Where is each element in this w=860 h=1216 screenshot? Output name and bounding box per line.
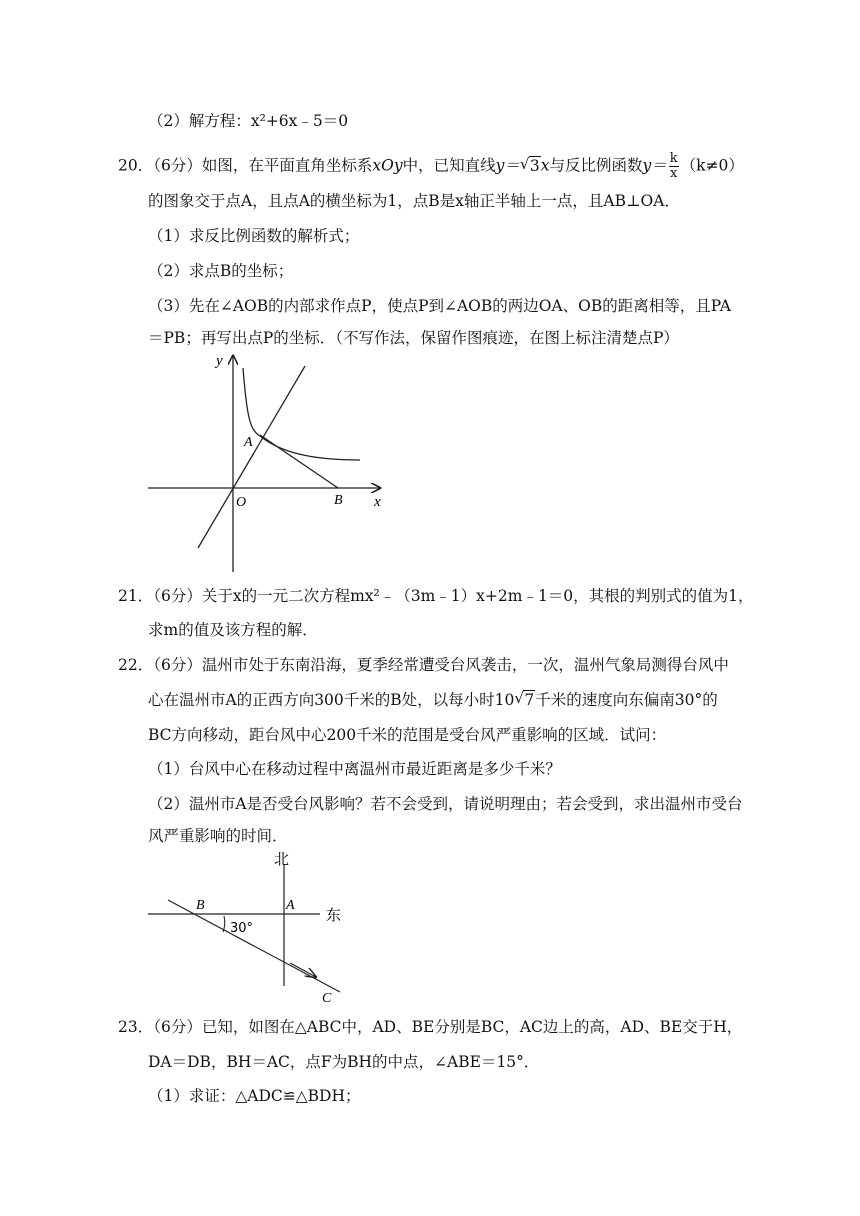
point-b-label: B	[334, 493, 343, 508]
north-label: 北	[274, 850, 290, 868]
q20-line-var: x	[540, 156, 550, 175]
q21-line1: 21．（6分）关于x的一元二次方程mx²﹣（3m﹣1）x+2m﹣1＝0，其根的判别式的值为1，	[118, 587, 754, 605]
q22-sub2-line1: （2）温州市A是否受台风影响？若不会受到，请说明理由；若会受到，求出温州市受台	[148, 795, 743, 813]
y-axis-label: y	[216, 353, 223, 369]
point-a-label: A	[244, 435, 253, 450]
q22-sub1: （1）台风中心在移动过程中离温州市最近距离是多少千米？	[148, 760, 561, 778]
q20-text: 与反比例函数	[549, 156, 643, 175]
segment-ab	[260, 435, 338, 488]
q20-sub3-line2: ＝PB；再写出点P的坐标．（不写作法，保留作图痕迹，在图上标注清楚点P）	[148, 329, 679, 347]
sqrt-symbol: √ 7	[514, 689, 535, 709]
q20-coordinate-figure	[140, 348, 400, 576]
hyperbola-curve	[243, 368, 360, 460]
q20-text: 如图，在平面直角坐标系	[201, 156, 373, 175]
q22-line1: 22．（6分）温州市处于东南沿海，夏季经常遭受台风袭击，一次，温州气象局测得台风中	[118, 656, 729, 674]
fraction-k-over-x: $\frac{k}{x}$	[669, 151, 678, 181]
q20-line2: 的图象交于点A，且点A的横坐标为1，点B是x轴正半轴上一点，且AB⊥OA．	[148, 192, 680, 210]
q23-line2: DA＝DB，BH＝AC，点F为BH的中点，∠ABE＝15°．	[148, 1053, 540, 1071]
point-b-label: B	[196, 898, 205, 913]
q19-part2: （2）解方程：x²+6x﹣5＝0	[148, 112, 349, 130]
q20-coord-sys: xOy	[372, 156, 403, 175]
direction-arrow	[290, 963, 316, 977]
point-a-label: A	[286, 898, 295, 913]
q22-text: 心在温州市A的正西方向300千米的B处，以每小时10	[148, 691, 515, 709]
east-label: 东	[326, 906, 342, 924]
q22-direction-figure	[140, 846, 360, 1006]
angle-label: 30°	[230, 921, 254, 936]
line-y-sqrt3x	[198, 366, 305, 548]
q20-line1	[118, 152, 744, 181]
q21-line2: 求m的值及该方程的解．	[148, 621, 318, 639]
q20-sub3-line1: （3）先在∠AOB的内部求作点P，使点P到∠AOB的两边OA、OB的距离相等，且PA	[148, 297, 731, 315]
q20-inv-eq: y＝	[642, 156, 667, 175]
q22-line2	[148, 690, 718, 710]
q20-sub2: （2）求点B的坐标；	[148, 262, 294, 280]
q20-text: 中，已知直线	[402, 156, 496, 175]
q20-inv-cond: （k≠0）	[680, 156, 744, 175]
q20-number: 20．	[118, 156, 154, 175]
q22-text: 千米的速度向东偏南30°的	[535, 691, 718, 709]
sqrt-symbol: √ 3	[519, 154, 540, 175]
q23-line1: 23．（6分）已知，如图在△ABC中，AD、BE分别是BC，AC边上的高，AD、BE交于H，	[118, 1018, 743, 1036]
q20-score: （6分）	[153, 156, 202, 175]
q22-line3: BC方向移动，距台风中心200千米的范围是受台风严重影响的区域．试问：	[148, 726, 667, 744]
q23-sub1: （1）求证：△ADC≌△BDH；	[148, 1087, 361, 1105]
q22-sub2-line2: 风严重影响的时间．	[148, 827, 288, 845]
q20-sub1: （1）求反比例函数的解析式；	[148, 227, 360, 245]
point-o-label: O	[236, 495, 247, 510]
point-c-label: C	[322, 991, 332, 1006]
x-axis-label: x	[374, 494, 381, 510]
q20-line-eq: y＝	[495, 156, 520, 175]
